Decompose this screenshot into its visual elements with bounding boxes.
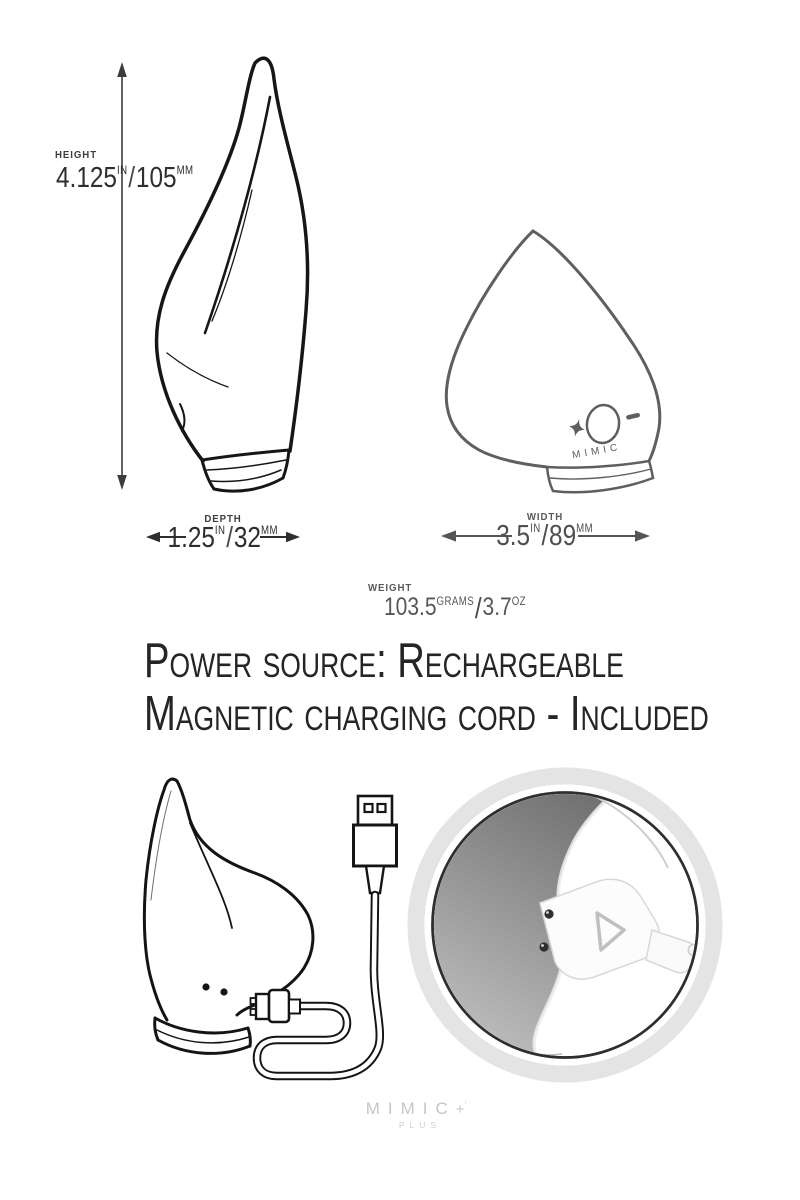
charging-contact-dot [202, 983, 209, 990]
depth-label: DEPTH [204, 513, 242, 525]
weight-value: 103.5 GRAMS / 3.7 OZ [384, 593, 526, 625]
power-source-line: Power source: Rechargeable [144, 634, 624, 688]
width-value: 3.5 IN / 89 MM [496, 520, 594, 552]
magnetic-connector-drawing [251, 990, 301, 1022]
height-dimension-arrow [117, 62, 127, 490]
brand-logo-wordmark: MIMIC+' [365, 1099, 475, 1118]
brand-logo-subtitle: PLUS [398, 1120, 442, 1130]
plus-button-glyph [567, 417, 587, 438]
photo-contact-pin [539, 942, 548, 951]
width-label: WIDTH [526, 511, 564, 523]
product-front-view-drawing [446, 231, 659, 492]
brand-logo-plus: + [455, 1101, 465, 1118]
photo-contact-pin [544, 909, 553, 918]
minus-button-glyph [626, 412, 641, 420]
product-side-view-drawing [157, 58, 308, 491]
charging-contact-dot [220, 988, 227, 995]
power-button-circle [584, 403, 622, 446]
height-label: HEIGHT [55, 149, 98, 161]
depth-value: 1.25 IN / 32 MM [167, 522, 279, 554]
weight-label: WEIGHT [368, 582, 413, 594]
brand-logo [345, 1100, 495, 1130]
charging-cord-line: Magnetic charging cord - Included [144, 687, 709, 741]
charging-cable-drawing [257, 895, 380, 1076]
front-view-engraving: MIMIC [571, 441, 623, 462]
usb-plug-drawing [354, 796, 397, 893]
charging-photo-inset [414, 770, 732, 1080]
height-value: 4.125 IN / 105 MM [56, 162, 194, 194]
brand-logo-tick: ' [464, 1100, 475, 1110]
